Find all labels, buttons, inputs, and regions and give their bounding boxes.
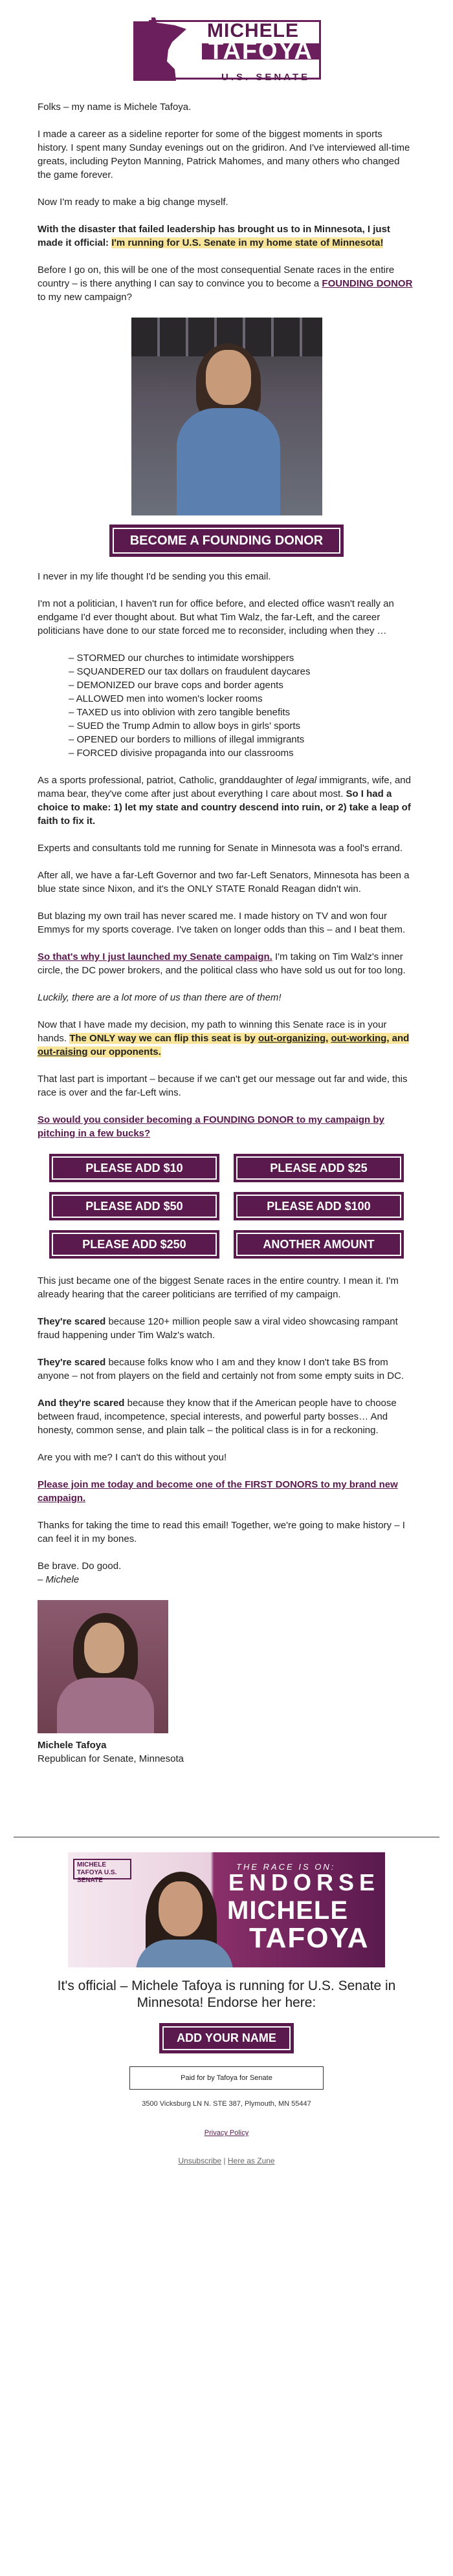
endorse-banner[interactable]	[68, 1852, 385, 1967]
add-name-container	[0, 2023, 453, 2053]
paragraph	[38, 950, 415, 977]
banner-endorse: ENDORSE	[228, 1869, 381, 1896]
unsubscribe-row	[0, 2154, 453, 2168]
logo-office: U.S. SENATE	[221, 72, 311, 83]
paragraph-text: With the disaster that failed leadership has brought us to in Minnesota, I just made it official:	[38, 224, 390, 248]
highlight-part: , and	[386, 1033, 410, 1044]
paragraph: That last part is important – because if we can't get our message out far and wide, this race is over and the far-Left wins.	[38, 1074, 408, 1098]
founding-donor-ask-link[interactable]: So would you consider becoming a FOUNDING DONOR to my campaign by pitching in a few bucks?	[38, 1114, 384, 1139]
paragraph-bold: They're scared	[38, 1316, 106, 1327]
list-item: – SUED the Trump Admin to allow boys in girls' sports	[69, 720, 301, 731]
paragraph: Luckily, there are a lot more of us than there are of them!	[38, 992, 282, 1003]
list-item: – DEMONIZED our brave cops and border agents	[69, 680, 283, 691]
paragraph	[38, 1018, 415, 1059]
candidate-photo[interactable]	[131, 318, 322, 515]
paragraph	[38, 1478, 415, 1505]
paid-for-disclaimer: Paid for by Tafoya for Senate	[129, 2066, 324, 2090]
logo-first-name: MICHELE	[207, 20, 299, 41]
highlight-part: The ONLY way we can flip this seat is by	[69, 1033, 258, 1044]
paragraph: Experts and consultants told me running for Senate in Minnesota was a fool's errand.	[38, 843, 403, 854]
signature-name: Michele Tafoya	[38, 1740, 107, 1751]
candidate-headshot	[38, 1600, 168, 1733]
paragraph-text: Before I go on, this will be one of the most consequential Senate races in the entire country – is there anything I can say to convince you to become a	[38, 265, 395, 289]
list-item: – SQUANDERED our tax dollars on fraudulent daycares	[69, 666, 311, 677]
paragraph-text: because 120+ million people saw a viral video showcasing rampant fraud happening under Tim Walz's watch.	[38, 1316, 398, 1341]
paragraph-text: immigrants, wife, and mama bear, they've come after just about everything I care about most.	[38, 775, 411, 799]
paragraph: After all, we have a far-Left Governor and two far-Left Senators, Minnesota has been a blue state since Nixon, and it's the ONLY STATE Ronald Reagan didn't win.	[38, 870, 410, 894]
mailing-address: 3500 Vicksburg LN N. STE 387, Plymouth, MN 55447	[142, 2100, 311, 2108]
highlight-underlined: out-raising	[38, 1046, 88, 1057]
highlighted-text	[38, 1033, 409, 1057]
privacy-policy-link[interactable]: Privacy Policy	[204, 2129, 249, 2137]
paragraph: This just became one of the biggest Senate races in the entire country. I mean it. I'm already hearing that the career politicians are terrified of my campaign.	[38, 1275, 399, 1300]
donate-250-button[interactable]: PLEASE ADD $250	[49, 1230, 219, 1259]
highlight-underlined: out-organizing	[258, 1033, 326, 1044]
paragraph: Folks – my name is Michele Tafoya.	[38, 102, 192, 113]
list-item: – OPENED our borders to millions of illegal immigrants	[69, 734, 305, 745]
paragraph-text: As a sports professional, patriot, Catholic, granddaughter of	[38, 775, 296, 786]
paragraph-bold: And they're scared	[38, 1398, 125, 1409]
paragraph-text: I'm taking on Tim Walz's inner circle, the DC power brokers, and the political class who have sold us out for too long.	[38, 951, 406, 976]
paragraph: Are you with me? I can't do this without you!	[38, 1452, 227, 1463]
donate-other-amount-button[interactable]: ANOTHER AMOUNT	[234, 1230, 404, 1259]
paragraph: I made a career as a sideline reporter for some of the biggest moments in sports history. I spent many Sunday evenings out on the gridiron. And I've interviewed all-time greats, including Peyton Manning, Patrick Mahomes, and many others who changed the game forever.	[38, 129, 410, 180]
list-item: – TAXED us into oblivion with zero tangible benefits	[69, 707, 291, 718]
face-shape	[206, 350, 251, 405]
paragraph	[38, 1396, 415, 1437]
here-link[interactable]: Here as Zune	[227, 2156, 275, 2165]
banner-tagline: THE RACE IS ON:	[236, 1862, 336, 1872]
emphasis-legal: legal	[296, 775, 317, 786]
paragraph	[38, 1315, 415, 1342]
signature-title: Republican for Senate, Minnesota	[38, 1753, 184, 1764]
paragraph-text: because they know that if the American people have to choose between fraud, incompetence, special interests, and powerful party bosses… And honesty, common sense, and plain talk – the political class is in for a reckoning.	[38, 1398, 397, 1436]
paragraph: Now I'm ready to make a big change myself.	[38, 197, 228, 208]
donation-button-grid	[38, 1154, 415, 1259]
endorse-text: It's official – Michele Tafoya is running for U.S. Senate in Minnesota! Endorse her here:	[57, 1978, 396, 2010]
donate-50-button[interactable]: PLEASE ADD $50	[49, 1192, 219, 1220]
first-donors-link[interactable]: Please join me today and become one of the FIRST DONORS to my brand new campaign.	[38, 1479, 398, 1504]
face-shape	[159, 1881, 203, 1936]
founding-donor-link[interactable]: FOUNDING DONOR	[322, 278, 413, 289]
paragraph	[38, 263, 415, 304]
unsubscribe-link[interactable]: Unsubscribe	[178, 2156, 222, 2165]
cta-container	[38, 525, 415, 557]
add-your-name-button[interactable]: ADD YOUR NAME	[159, 2023, 294, 2053]
highlight-part: our opponents.	[87, 1046, 161, 1057]
minnesota-state-icon	[129, 16, 189, 84]
banner-logo: MICHELE TAFOYA U.S. SENATE	[73, 1859, 131, 1879]
highlighted-announcement: I'm running for U.S. Senate in my home state of Minnesota!	[111, 237, 384, 248]
paragraph-text: Now that I have made my decision, my path to winning this Senate race is in your hands.	[38, 1019, 387, 1044]
paragraph	[38, 774, 415, 828]
email-body	[38, 100, 415, 1766]
become-founding-donor-button[interactable]: BECOME A FOUNDING DONOR	[109, 525, 344, 557]
logo-last-name: TAFOYA	[202, 43, 320, 60]
paragraph	[38, 1113, 415, 1140]
header-logo-area	[0, 0, 453, 100]
privacy-policy-container	[0, 2127, 453, 2140]
donate-100-button[interactable]: PLEASE ADD $100	[234, 1192, 404, 1220]
paragraph-text: to my new campaign?	[38, 292, 132, 303]
launched-campaign-link[interactable]: So that's why I just launched my Senate campaign.	[38, 951, 272, 962]
paragraph-text: because folks know who I am and they know I don't take BS from anyone – not from players on the field and certainly not from some empty suits in DC.	[38, 1357, 404, 1381]
grievance-list	[69, 651, 415, 760]
separator: |	[221, 2156, 228, 2165]
candidate-figure	[170, 343, 287, 515]
shirt-shape	[57, 1678, 154, 1733]
sign-off-name: – Michele	[38, 1574, 80, 1585]
sign-off	[38, 1559, 415, 1586]
paragraph-bold: They're scared	[38, 1357, 106, 1368]
campaign-logo	[129, 16, 324, 84]
face-shape	[84, 1623, 124, 1673]
sign-off-line: Be brave. Do good.	[38, 1561, 122, 1572]
highlight-part: ,	[326, 1033, 331, 1044]
list-item: – ALLOWED men into women's locker rooms	[69, 693, 263, 704]
paragraph	[38, 222, 415, 250]
paragraph: But blazing my own trail has never scared me. I made history on TV and won four Emmys for my sports coverage. I've taken on longer odds than this – and I beat them.	[38, 911, 406, 935]
paragraph	[38, 1356, 415, 1383]
highlight-underlined: out-working	[331, 1033, 387, 1044]
shirt-shape	[177, 408, 280, 515]
paragraph: I never in my life thought I'd be sending you this email.	[38, 571, 271, 582]
paragraph: I'm not a politician, I haven't run for office before, and elected office wasn't really an endgame I'd ever thought about. But what Tim Walz, the far-Left, and the career politicians have done to our state forced me to reconsider, including when they …	[38, 598, 394, 636]
banner-last-name: TAFOYA	[249, 1922, 370, 1954]
list-item: – FORCED divisive propaganda into our classrooms	[69, 748, 294, 759]
list-item: – STORMED our churches to intimidate worshippers	[69, 653, 294, 664]
paragraph: Thanks for taking the time to read this email! Together, we're going to make history – I can feel it in my bones.	[38, 1520, 405, 1544]
donate-10-button[interactable]: PLEASE ADD $10	[49, 1154, 219, 1182]
donate-25-button[interactable]: PLEASE ADD $25	[234, 1154, 404, 1182]
banner-first-name: MICHELE	[227, 1896, 348, 1925]
paragraph-bold: So I had a choice to make: 1) let my state and country descend into ruin, or 2) take a leap of faith to fix it.	[38, 788, 411, 827]
